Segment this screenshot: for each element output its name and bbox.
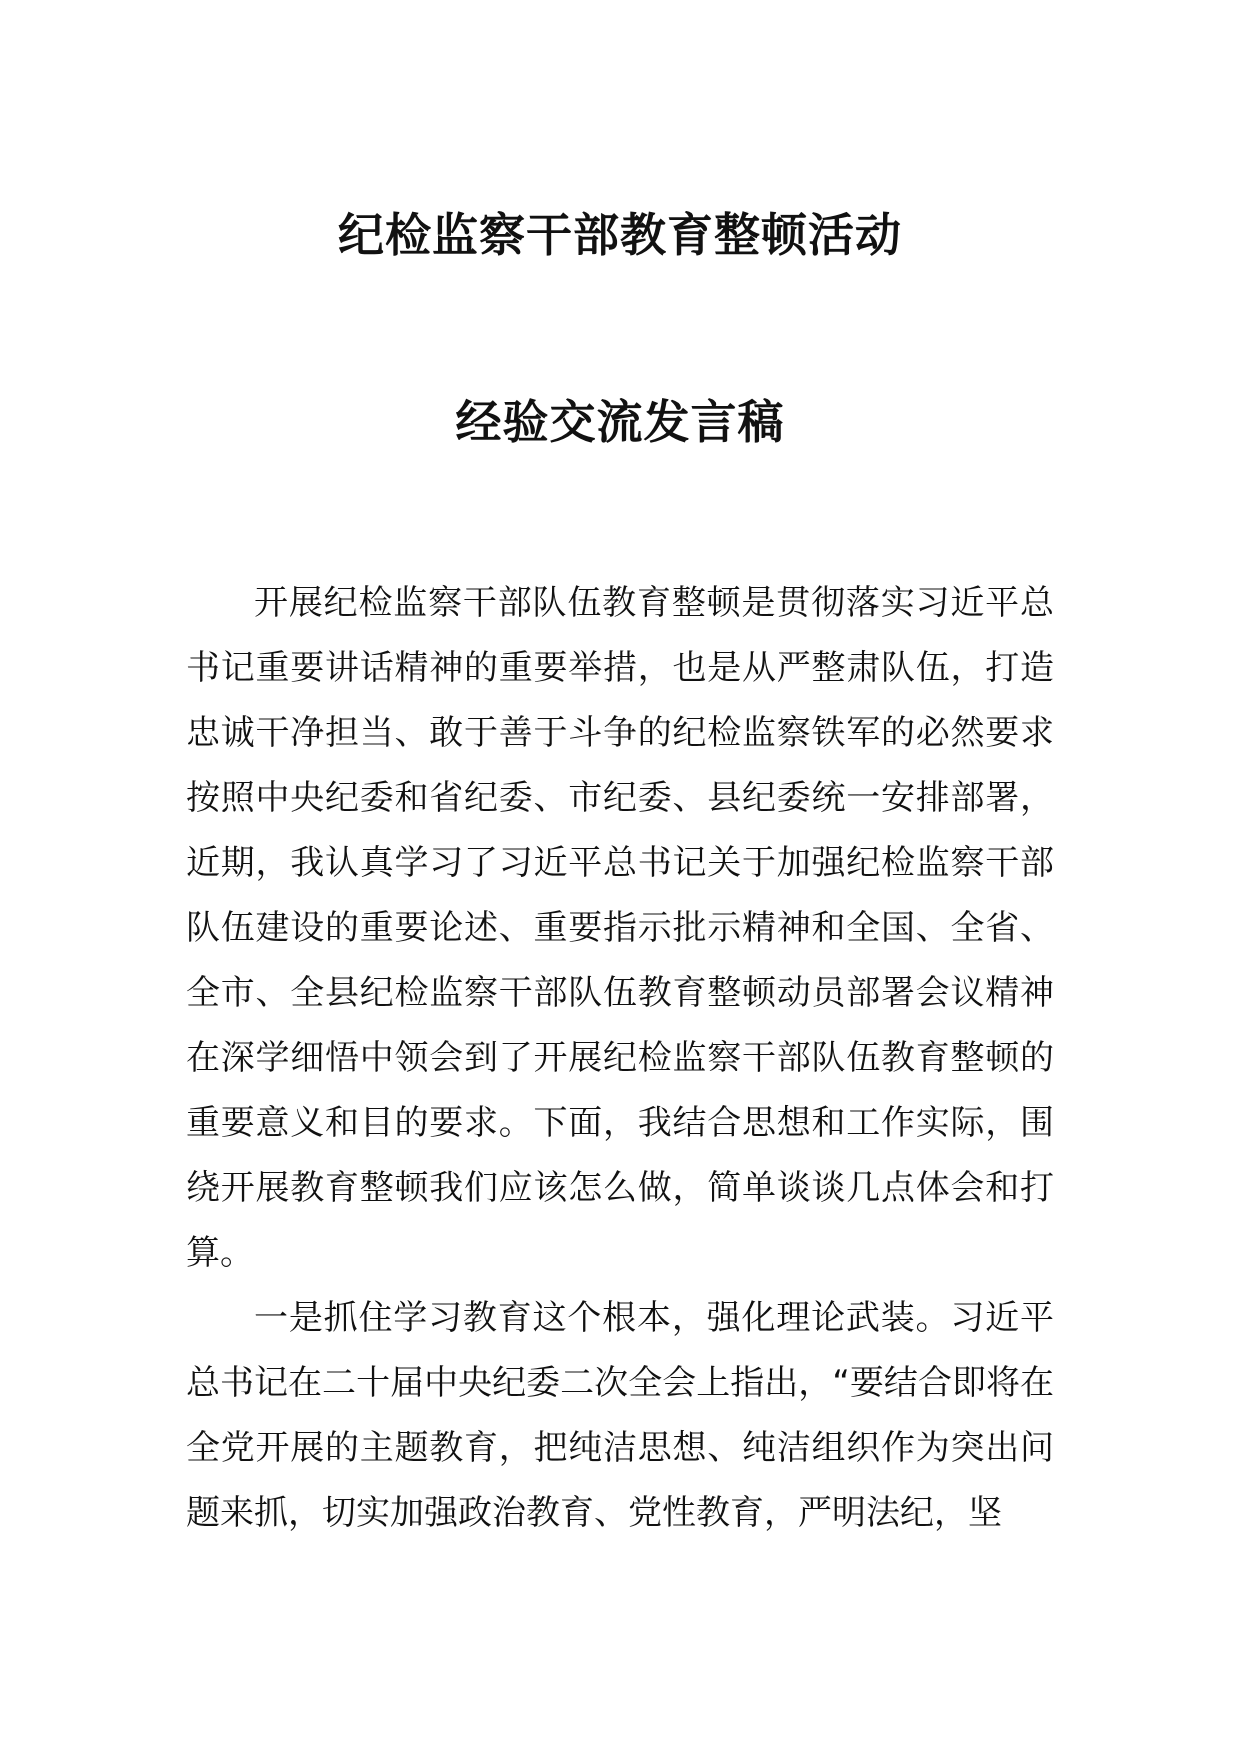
document-title-line-1: 纪检监察干部教育整顿活动 (338, 208, 902, 262)
document-title-line-2: 经验交流发言稿 (455, 395, 785, 449)
document-body (186, 571, 1054, 1546)
paragraph-2: 一是抓住学习教育这个根本，强化理论武装。习近平总书记在二十届中央纪委二次全会上指出，“要结合即将在全党开展的主题教育，把纯洁思想、纯洁组织作为突出问题来抓，切实加强政治教育、党性教育，严明法纪，坚 (186, 1298, 1054, 1533)
paragraph-1: 开展纪检监察干部队伍教育整顿是贯彻落实习近平总书记重要讲话精神的重要举措，也是从严整肃队伍，打造忠诚干净担当、敢于善于斗争的纪检监察铁军的必然要求按照中央纪委和省纪委、市纪委、县纪委统一安排部署，近期，我认真学习了习近平总书记关于加强纪检监察干部队伍建设的重要论述、重要指示批示精神和全国、全省、全市、全县纪检监察干部队伍教育整顿动员部署会议精神在深学细悟中领会到了开展纪检监察干部队伍教育整顿的重要意义和目的要求。下面，我结合思想和工作实际，围绕开展教育整顿我们应该怎么做，简单谈谈几点体会和打算。 (186, 583, 1054, 1273)
